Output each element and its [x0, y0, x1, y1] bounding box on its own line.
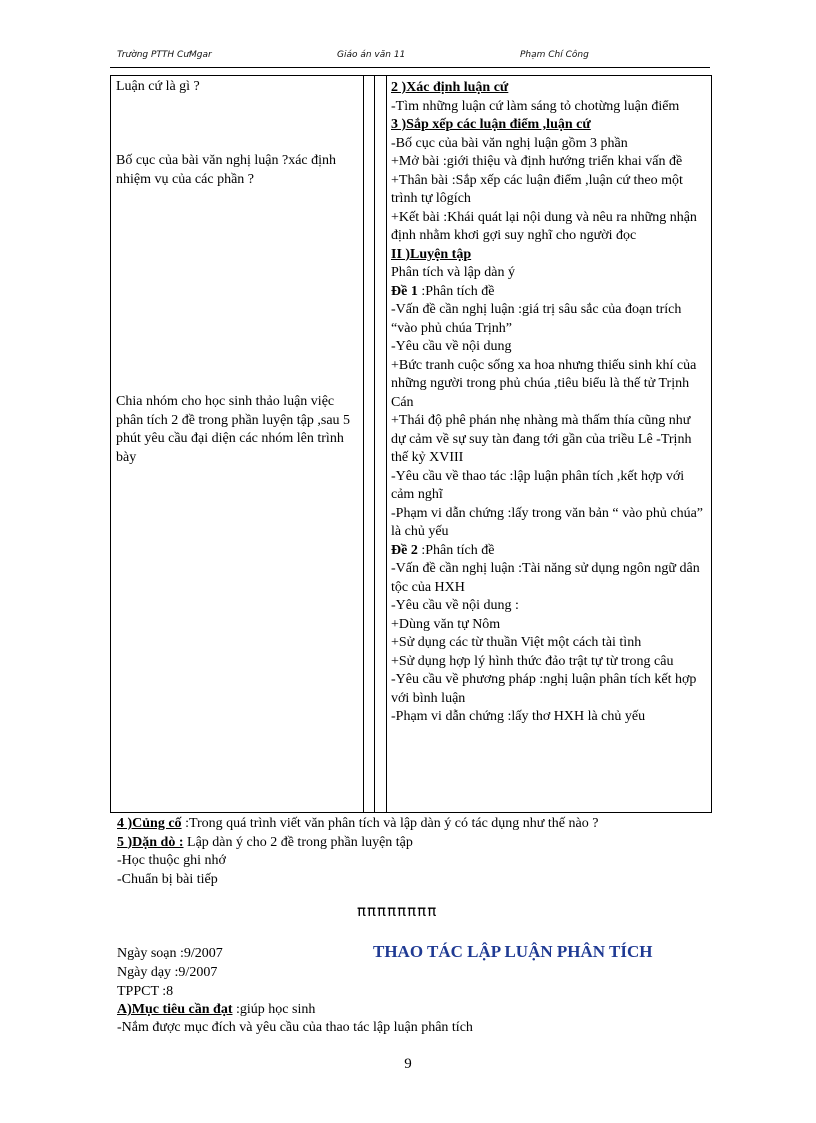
content-line: -Yêu cầu về nội dung — [391, 339, 512, 354]
content-line: +Sử dụng các từ thuần Việt một cách tài tình — [391, 635, 642, 650]
consolidation-line — [117, 815, 717, 834]
content-line: +Kết bài :Khái quát lại nội dung và nêu ra những nhận định nhằm khơi gợi suy nghĩ cho người đọc — [391, 209, 697, 243]
content-line: -Yêu cầu về nội dung : — [391, 598, 519, 613]
content-line: -Phạm vi dẫn chứng :lấy thơ HXH là chủ yếu — [391, 709, 646, 724]
content-line: 2 )Xác định luận cứ — [391, 80, 509, 95]
instruction-line — [117, 834, 717, 853]
date-taught: Ngày dạy :9/2007 — [117, 965, 218, 980]
question-luan-cu: Luận cứ là gì ? — [116, 79, 200, 94]
tppct: TPPCT :8 — [117, 984, 174, 999]
content-line: -Bố cục của bài văn nghị luận gồm 3 phần — [391, 135, 628, 151]
content-line: -Phạm vi dẫn chứng :lấy trong văn bản “ vào phủ chúa” là chủ yếu — [391, 505, 703, 539]
objective-intro: :giúp học sinh — [232, 1002, 316, 1017]
content-line: -Tìm những luận cứ làm sáng tỏ chotừng luận điểm — [391, 98, 680, 114]
section-ornament: ππππππππ — [357, 902, 438, 920]
consolidation-text: :Trong quá trình viết văn phân tích và lập dàn ý có tác dụng như thế nào ? — [181, 816, 599, 831]
header-rule — [110, 67, 710, 68]
objective-line: -Nắm được mục đích và yêu cầu của thao tác lập luận phân tích — [117, 1020, 473, 1035]
content-line: +Dùng văn tự Nôm — [391, 616, 501, 632]
content-line — [391, 283, 707, 302]
teacher-activity-column — [111, 76, 364, 813]
date-prepared: Ngày soạn :9/2007 — [117, 946, 223, 961]
topic-label: Đề 2 — [391, 542, 418, 558]
content-line: +Thân bài :Sắp xếp các luận điểm ,luận cứ theo một trình tự lôgích — [391, 172, 683, 206]
topic-label: Đề 1 — [391, 283, 418, 299]
lesson-title: THAO TÁC LẬP LUẬN PHÂN TÍCH — [373, 942, 653, 961]
header-school: Trường PTTH CưMgar — [117, 50, 212, 60]
content-line: +Bức tranh cuộc sống xa hoa nhưng thiếu sinh khí của những người trong phủ chúa ,tiêu biểu là thế tử Trịnh Cán — [391, 357, 697, 410]
content-line: +Thái độ phê phán nhẹ nhàng mà thấm thía cũng như dự cảm về sự suy tàn đang tới gần của triều Lê -Trịnh thế kỷ XVIII — [391, 413, 692, 465]
content-column — [387, 76, 712, 813]
instruction-heading: 5 )Dặn dò : — [117, 834, 184, 850]
homework-section — [117, 815, 717, 889]
spacer-column — [364, 76, 387, 813]
content-line: +Mở bài :giới thiệu và định hướng triển khai vấn đề — [391, 154, 683, 169]
content-line: Phân tích và lập dàn ý — [391, 265, 516, 280]
memorize-line: -Học thuộc ghi nhớ — [117, 853, 226, 868]
header-teacher: Phạm Chí Công — [520, 50, 589, 60]
content-line: -Vấn đề cần nghị luận :Tài năng sử dụng ngôn ngữ dân tộc của HXH — [391, 561, 700, 595]
content-line: -Yêu cầu về thao tác :lập luận phân tích ,kết hợp với cảm nghĩ — [391, 468, 685, 502]
topic-label-rest: :Phân tích đề — [417, 542, 495, 558]
consolidation-heading: 4 )Củng cố — [117, 816, 182, 831]
page-number: 9 — [404, 1056, 412, 1072]
prepare-line: -Chuẩn bị bài tiếp — [117, 871, 218, 887]
header-subject: Giáo án văn 11 — [337, 50, 406, 60]
objective-heading-line — [117, 1002, 315, 1018]
content-line: II )Luyện tập — [391, 246, 472, 262]
topic-label-rest: :Phân tích đề — [417, 283, 495, 299]
content-line: +Sử dụng hợp lý hình thức đảo trật tự từ trong câu — [391, 653, 674, 669]
double-rule — [374, 76, 375, 812]
question-bo-cuc: Bố cục của bài văn nghị luận ?xác định nhiệm vụ của các phần ? — [116, 153, 337, 187]
lesson-content — [387, 76, 711, 727]
content-line — [391, 542, 707, 561]
lesson-table — [110, 75, 712, 813]
group-discussion-instruction: Chia nhóm cho học sinh thảo luận việc phân tích 2 đề trong phần luyện tập ,sau 5 phút yêu cầu đại diện các nhóm lên trình bày — [116, 394, 351, 465]
content-line: -Vấn đề cần nghị luận :giá trị sâu sắc của đoạn trích “vào phủ chúa Trịnh” — [391, 302, 682, 336]
instruction-text: Lập dàn ý cho 2 đề trong phần luyện tập — [183, 834, 413, 850]
objective-heading: A)Mục tiêu cần đạt — [117, 1002, 233, 1017]
content-line: 3 )Sắp xếp các luận điểm ,luận cứ — [391, 117, 591, 132]
content-line: -Yêu cầu về phương pháp :nghị luận phân tích kết hợp với bình luận — [391, 672, 697, 706]
